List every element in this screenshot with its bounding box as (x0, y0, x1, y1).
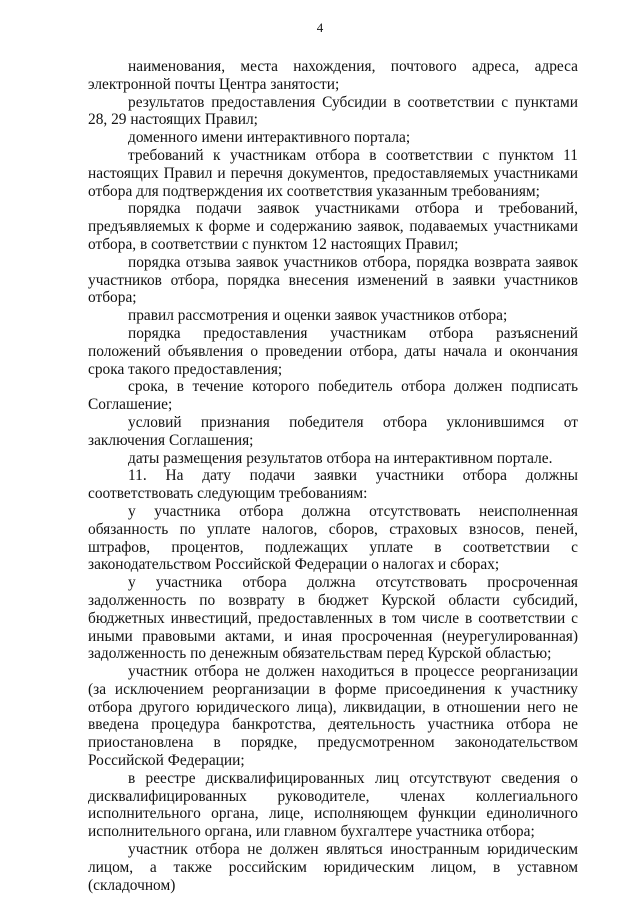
section-heading-paragraph: 11. На дату подачи заявки участники отбора должны соответствовать следующим требованиям: (88, 467, 578, 503)
paragraph: даты размещения результатов отбора на интерактивном портале. (128, 449, 553, 467)
paragraph: результатов предоставления Субсидии в соответствии с пунктами 28, 29 настоящих Правил; (88, 93, 578, 129)
paragraph: правил рассмотрения и оценки заявок участников отбора; (128, 307, 508, 325)
page-number: 4 (316, 20, 324, 35)
paragraph: у участника отбора должна отсутствовать неисполненная обязанность по уплате налогов, сборов, страховых взносов, пеней, штрафов, процентов, подлежащих уплате в соответствии с законодательством Российской Федерации о налогах и сборах; (88, 502, 578, 574)
paragraph: участник отбора не должен находиться в процессе реорганизации (за исключением реорганизации в форме присоединения к участнику отбора другого юридического лица), ликвидации, в отношении него не введена процедура банкротства, деятельность участника отбора не приостановлена в порядке, предусмотренном законодательством Российской Федерации; (88, 663, 578, 770)
paragraph: порядка отзыва заявок участников отбора, порядка возврата заявок участников отбора, порядка внесения изменений в заявки участников отбора; (88, 253, 578, 307)
paragraph: срока, в течение которого победитель отбора должен подписать Соглашение; (88, 378, 578, 414)
paragraph: порядка предоставления участникам отбора разъяснений положений объявления о проведении отбора, даты начала и окончания срока такого предоставления; (88, 324, 578, 378)
paragraph: условий признания победителя отбора уклонившимся от заключения Соглашения; (88, 413, 578, 449)
paragraph: требований к участникам отбора в соответствии с пунктом 11 настоящих Правил и перечня документов, предоставляемых участниками отбора для подтверждения их соответствия указанным требованиям; (88, 146, 578, 200)
paragraph: участник отбора не должен являться иностранным юридическим лицом, а также российским юридическим лицом, в уставном (складочном) (88, 841, 578, 894)
paragraph: в реестре дисквалифицированных лиц отсутствуют сведения о дисквалифицированных руководителе, членах коллегиального исполнительного органа, лице, исполняющем функции единоличного исполнительного органа, или главном бухгалтере участника отбора; (88, 769, 578, 841)
paragraph: доменного имени интерактивного портала; (128, 129, 411, 147)
paragraph: порядка подачи заявок участниками отбора и требований, предъявляемых к форме и содержанию заявок, подаваемых участниками отбора, в соответствии с пунктом 12 настоящих Правил; (88, 200, 578, 253)
paragraph: у участника отбора должна отсутствовать просроченная задолженность по возврату в бюджет Курской области субсидий, бюджетных инвестиций, предоставленных в том числе в соответствии с иными правовыми актами, и иная просроченная (неурегулированная) задолженность по денежным обязательствам перед Курской областью; (88, 574, 578, 663)
paragraph: наименования, места нахождения, почтового адреса, адреса электронной почты Центра занятости; (88, 58, 578, 93)
document-body (88, 58, 578, 894)
